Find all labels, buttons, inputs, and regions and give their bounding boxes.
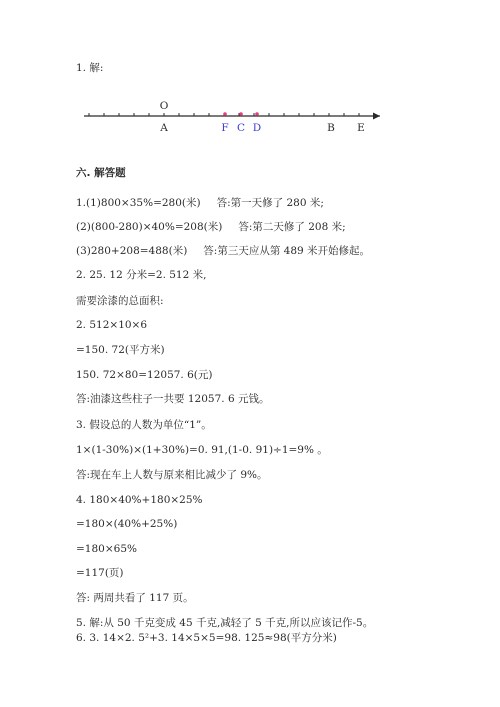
solution-line [76,368,213,382]
answer-text: 答:第一天修了 280 米; [216,197,324,209]
solution-line [76,542,137,556]
solution-line [76,566,124,580]
solution-text: =180×65% [76,543,137,555]
solution-text: 需要涂漆的总面积: [76,295,164,307]
point-marker [239,112,243,116]
solution-text: =150. 72(平方米) [76,344,165,356]
solution-line [76,318,147,332]
label-F: F [221,122,229,134]
solution-line [76,443,328,457]
solution-text: 2. 25. 12 分米=2. 512 米, [76,269,207,281]
solution-line [76,631,337,645]
solution-line [76,220,346,234]
solution-text: 6. 3. 14×2. 5²+3. 14×5×5=98. 125≈98(平方分米) [76,632,337,644]
solution-text: 答:现在车上人数与原来相比减少了 9%。 [76,469,268,481]
solution-text: =117(页) [76,567,124,579]
answer-text: 答:第三天应从第 489 米开始修起。 [203,245,371,257]
number-line-axis [84,113,380,120]
solution-line [76,418,212,432]
solution-text: =180×(40%+25%) [76,518,178,530]
answer-text: 答:第二天修了 208 米; [238,221,346,233]
section-title: 六. 解答题 [76,167,126,179]
label-E: E [357,122,365,134]
solution-line [76,244,370,258]
point-marker [255,112,259,116]
solution-line [76,591,194,605]
axis-arrow [373,113,380,120]
label-D: D [252,122,262,134]
solution-text: 4. 180×40%+180×25% [76,494,203,506]
label-C: C [236,122,246,134]
solution-text: (3)280+208=488(米) [76,245,188,257]
solution-line [76,294,164,308]
solution-text: 3. 假设总的人数为单位“1”。 [76,419,212,431]
label-A: A [160,122,168,134]
solution-text: 1×(1-30%)×(1+30%)=0. 91,(1-0. 91)÷1=9% 。 [76,444,328,456]
solution-line [76,517,177,531]
solution-text: 2. 512×10×6 [76,319,148,331]
label-B: B [327,122,335,134]
number-line-markers [223,112,259,116]
q1-header: 1. 解: [76,62,104,74]
solution-line [76,196,324,210]
solution-text: 答:油漆这些柱子一共要 12057. 6 元钱。 [76,393,270,405]
solution-line [76,493,203,507]
solution-line [76,616,373,630]
point-marker [223,112,227,116]
solution-text: 5. 解:从 50 千克变成 45 千克,减轻了 5 千克,所以应该记作-5。 [76,617,374,629]
solution-line [76,468,268,482]
solution-text: 150. 72×80=12057. 6(元) [76,369,213,381]
solution-line [76,392,269,406]
solution-text: (2)(800-280)×40%=208(米) [76,221,223,233]
solution-text: 答: 两周共看了 117 页。 [76,592,194,604]
solution-line [76,268,206,282]
label-O: O [159,100,169,112]
solution-text: 1.(1)800×35%=280(米) [76,197,201,209]
solution-line [76,343,165,357]
